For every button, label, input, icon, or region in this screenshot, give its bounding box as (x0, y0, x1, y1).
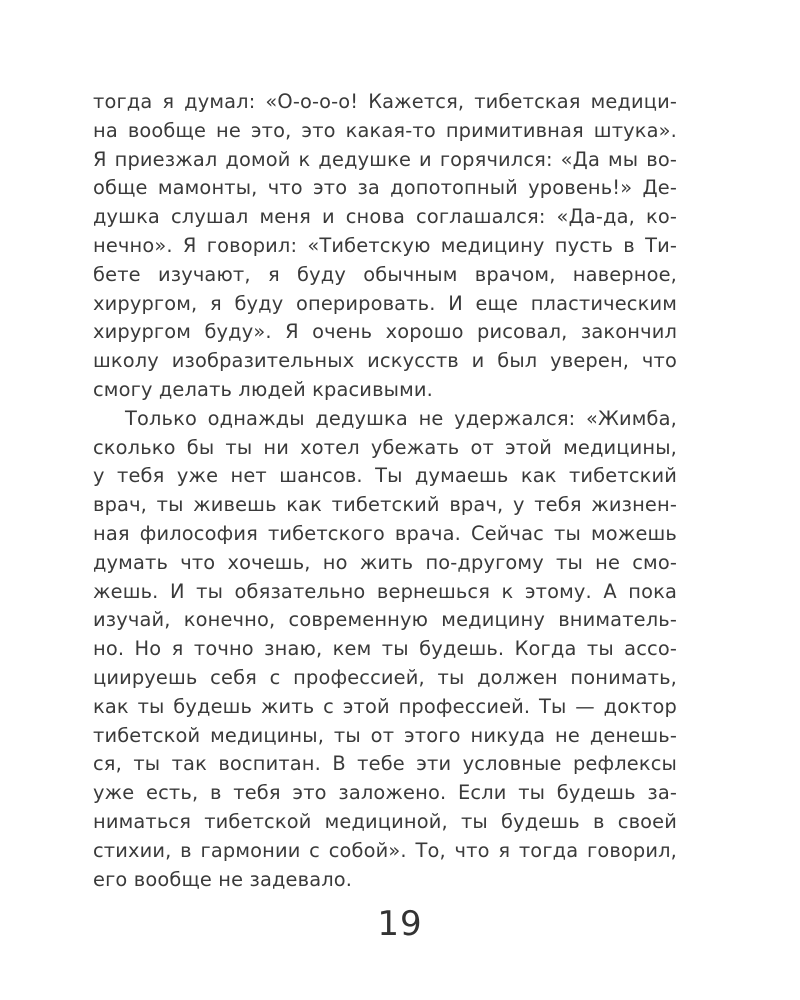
text-line: тогда я думал: «О-о-о-о! Кажется, тибетская медици- (93, 90, 677, 113)
text-line: Я приезжал домой к дедушке и горячился: «Да мы во- (93, 147, 677, 171)
text-line: у тебя уже нет шансов. Ты думаешь как тибетский (93, 464, 677, 488)
text-line: школу изобразительных искусств и был уверен, что (93, 349, 677, 373)
text-line: бете изучают, я буду обычным врачом, наверное, (93, 262, 677, 286)
text-line: циируешь себя с профессией, ты должен понимать, (93, 665, 677, 689)
text-line: думать что хочешь, но жить по-другому ты не смо- (93, 550, 677, 574)
text-line: уже есть, в тебя это заложено. Если ты будешь за- (93, 781, 677, 805)
text-line: на вообще не это, это какая-то примитивная штука». (93, 118, 677, 142)
text-line: душка слушал меня и снова соглашался: «Да-да, ко- (93, 205, 677, 229)
text-line: нечно». Я говорил: «Тибетскую медицину пусть в Ти- (93, 233, 677, 257)
paragraph-last-line: его вообще не задевало. (93, 867, 353, 891)
text-line: хирургом, я буду оперировать. И еще пластическим (93, 291, 677, 315)
text-line: сколько бы ты ни хотел убежать от этой медицины, (93, 435, 677, 459)
page-number: 19 (377, 904, 423, 944)
text-line: стихии, в гармонии с собой». То, что я тогда говорил, (93, 838, 677, 862)
text-line: ся, ты так воспитан. В тебе эти условные рефлексы (93, 752, 677, 776)
text-line: как ты будешь жить с этой профессией. Ты — доктор (93, 694, 677, 718)
text-line: хирургом буду». Я очень хорошо рисовал, закончил (93, 320, 677, 344)
paragraph-first-line: Только однажды дедушка не удержался: «Жимба, (125, 406, 677, 430)
page-body-text (93, 88, 677, 894)
text-line: тибетской медицины, ты от этого никуда не денешь- (93, 723, 677, 747)
text-line: изучай, конечно, современную медицину вниматель- (93, 608, 677, 632)
text-line: обще мамонты, что это за допотопный уровень!» Де- (93, 176, 677, 200)
text-line: жешь. И ты обязательно вернешься к этому. А пока (93, 579, 677, 603)
text-line: ниматься тибетской медициной, ты будешь в своей (93, 809, 677, 833)
text-line: врач, ты живешь как тибетский врач, у тебя жизнен- (93, 493, 677, 517)
text-line: ная философия тибетского врача. Сейчас ты можешь (93, 521, 677, 545)
paragraph-last-line: смогу делать людей красивыми. (93, 377, 433, 401)
text-line: но. Но я точно знаю, кем ты будешь. Когда ты ассо- (93, 637, 677, 661)
